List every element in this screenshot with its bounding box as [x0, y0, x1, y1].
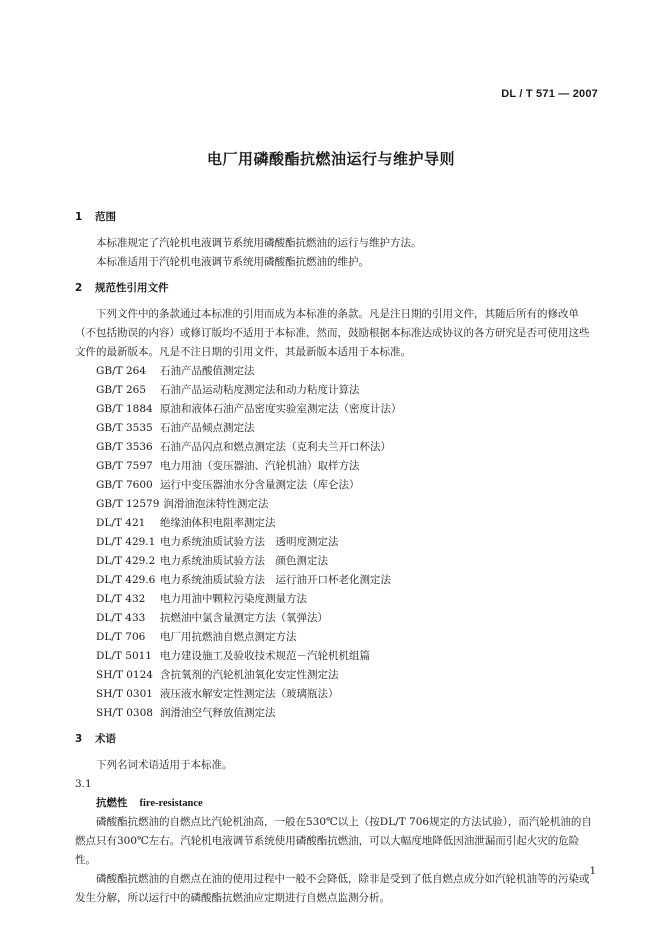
- section-title: 术语: [95, 733, 116, 745]
- section-number: 1: [75, 211, 83, 223]
- reference-code: GB/T 265: [96, 384, 147, 396]
- terms-intro: 下列名词术语适用于本标准。: [96, 759, 233, 771]
- reference-item: [96, 495, 599, 514]
- reference-code: GB/T 12579: [96, 498, 160, 510]
- definition-paragraph: 磷酸酯抗燃油的自燃点在油的使用过程中一般不会降低，除非是受到了低自燃点成分如汽轮机油等的污染或发生分解，所以运行中的磷酸酯抗燃油应定期进行自燃点监测分析。: [75, 873, 590, 904]
- reference-item: [96, 647, 599, 666]
- standard-code: DL / T 571 — 2007: [501, 88, 598, 100]
- reference-item: [96, 419, 599, 438]
- section-1-heading: [75, 208, 599, 227]
- reference-code: GB/T 7597: [96, 460, 153, 472]
- term-chinese: 抗燃性: [96, 797, 128, 809]
- reference-title: 润滑油泡沫特性测定法: [163, 498, 269, 510]
- reference-title: 电力系统油质试验方法 透明度测定法: [160, 536, 339, 548]
- term-entry: [75, 794, 599, 813]
- document-title: 电厂用磷酸酯抗燃油运行与维护导则: [206, 150, 455, 168]
- section-number: 3: [75, 733, 83, 745]
- reference-item: [96, 400, 599, 419]
- reference-title: 电力建设施工及验收技术规范－汽轮机机组篇: [160, 650, 370, 662]
- reference-title: 润滑油空气释放值测定法: [160, 707, 276, 719]
- reference-code: GB/T 7600: [96, 479, 153, 491]
- reference-title: 绝缘油体积电阻率测定法: [160, 517, 276, 529]
- reference-code: SH/T 0301: [96, 688, 153, 700]
- page-number: 1: [589, 866, 596, 877]
- reference-item: [96, 609, 599, 628]
- reference-code: DL/T 421: [96, 517, 146, 529]
- section-2-heading: [75, 279, 599, 298]
- reference-item: [96, 514, 599, 533]
- reference-item: [96, 685, 599, 704]
- reference-code: DL/T 5011: [96, 650, 152, 662]
- reference-title: 电力系统油质试验方法 颜色测定法: [160, 555, 328, 567]
- section-title: 范围: [95, 211, 116, 223]
- reference-item: [96, 533, 599, 552]
- reference-title: 电力用油（变压器油、汽轮机油）取样方法: [160, 460, 360, 472]
- reference-title: 抗燃油中氯含量测定方法（氧弹法）: [160, 612, 328, 624]
- term-english: fire-resistance: [139, 798, 203, 809]
- section-3-heading: [75, 730, 599, 749]
- reference-item: [96, 628, 599, 647]
- document-body: [75, 208, 599, 908]
- reference-title: 石油产品倾点测定法: [160, 422, 255, 434]
- reference-item: [96, 381, 599, 400]
- scope-paragraph: 本标准适用于汽轮机电液调节系统用磷酸酯抗燃油的维护。: [96, 256, 369, 268]
- reference-code: GB/T 3535: [96, 422, 153, 434]
- reference-code: GB/T 1884: [96, 403, 153, 415]
- section-title: 规范性引用文件: [95, 282, 169, 294]
- reference-code: DL/T 429.2: [96, 555, 156, 567]
- reference-code: SH/T 0308: [96, 707, 153, 719]
- reference-code: SH/T 0124: [96, 669, 153, 681]
- reference-title: 电厂用抗燃油自燃点测定方法: [160, 631, 297, 643]
- reference-title: 电力用油中颗粒污染度测量方法: [160, 593, 307, 605]
- reference-item: [96, 476, 599, 495]
- reference-item: [96, 666, 599, 685]
- definition-paragraph: 磷酸酯抗燃油的自燃点比汽轮机油高，一般在530℃以上（按DL/T 706规定的方法试验），而汽轮机油的自燃点只有300℃左右。汽轮机电液调节系统使用磷酸酯抗燃油，可以大幅度地降低因油泄漏而引起火灾的危险性。: [75, 816, 592, 866]
- reference-item: [96, 552, 599, 571]
- reference-title: 石油产品酸值测定法: [160, 365, 255, 377]
- reference-item: [96, 704, 599, 723]
- reference-title: 石油产品闪点和燃点测定法（克利夫兰开口杯法）: [160, 441, 391, 453]
- reference-code: DL/T 433: [96, 612, 146, 624]
- scope-paragraph: 本标准规定了汽轮机电液调节系统用磷酸酯抗燃油的运行与维护方法。: [96, 237, 422, 249]
- reference-item: [96, 571, 599, 590]
- section-number: 2: [75, 282, 83, 294]
- reference-code: DL/T 429.1: [96, 536, 156, 548]
- reference-item: [96, 590, 599, 609]
- reference-item: [96, 457, 599, 476]
- reference-code: DL/T 432: [96, 593, 146, 605]
- reference-code: GB/T 3536: [96, 441, 153, 453]
- reference-code: DL/T 429.6: [96, 574, 156, 586]
- reference-item: [96, 362, 599, 381]
- reference-title: 石油产品运动粘度测定法和动力粘度计算法: [160, 384, 360, 396]
- reference-title: 电力系统油质试验方法 运行油开口杯老化测定法: [160, 574, 391, 586]
- reference-title: 原油和液体石油产品密度实验室测定法（密度计法）: [160, 403, 402, 415]
- references-intro: 下列文件中的条款通过本标准的引用而成为本标准的条款。凡是注日期的引用文件，其随后所有的修改单（不包括勘误的内容）或修订版均不适用于本标准，然而，鼓励根据本标准达成协议的各方研究是否可使用这些文件的最新版本。凡是不注日期的引用文件，其最新版本适用于本标准。: [75, 308, 590, 358]
- reference-code: DL/T 706: [96, 631, 146, 643]
- reference-title: 液压液水解安定性测定法（玻璃瓶法）: [160, 688, 339, 700]
- reference-item: [96, 438, 599, 457]
- reference-title: 运行中变压器油水分含量测定法（库仑法）: [160, 479, 360, 491]
- reference-code: GB/T 264: [96, 365, 147, 377]
- reference-title: 含抗氧剂的汽轮机油氧化安定性测定法: [160, 669, 339, 681]
- clause-number: 3.1: [75, 778, 92, 790]
- reference-list: [75, 362, 599, 723]
